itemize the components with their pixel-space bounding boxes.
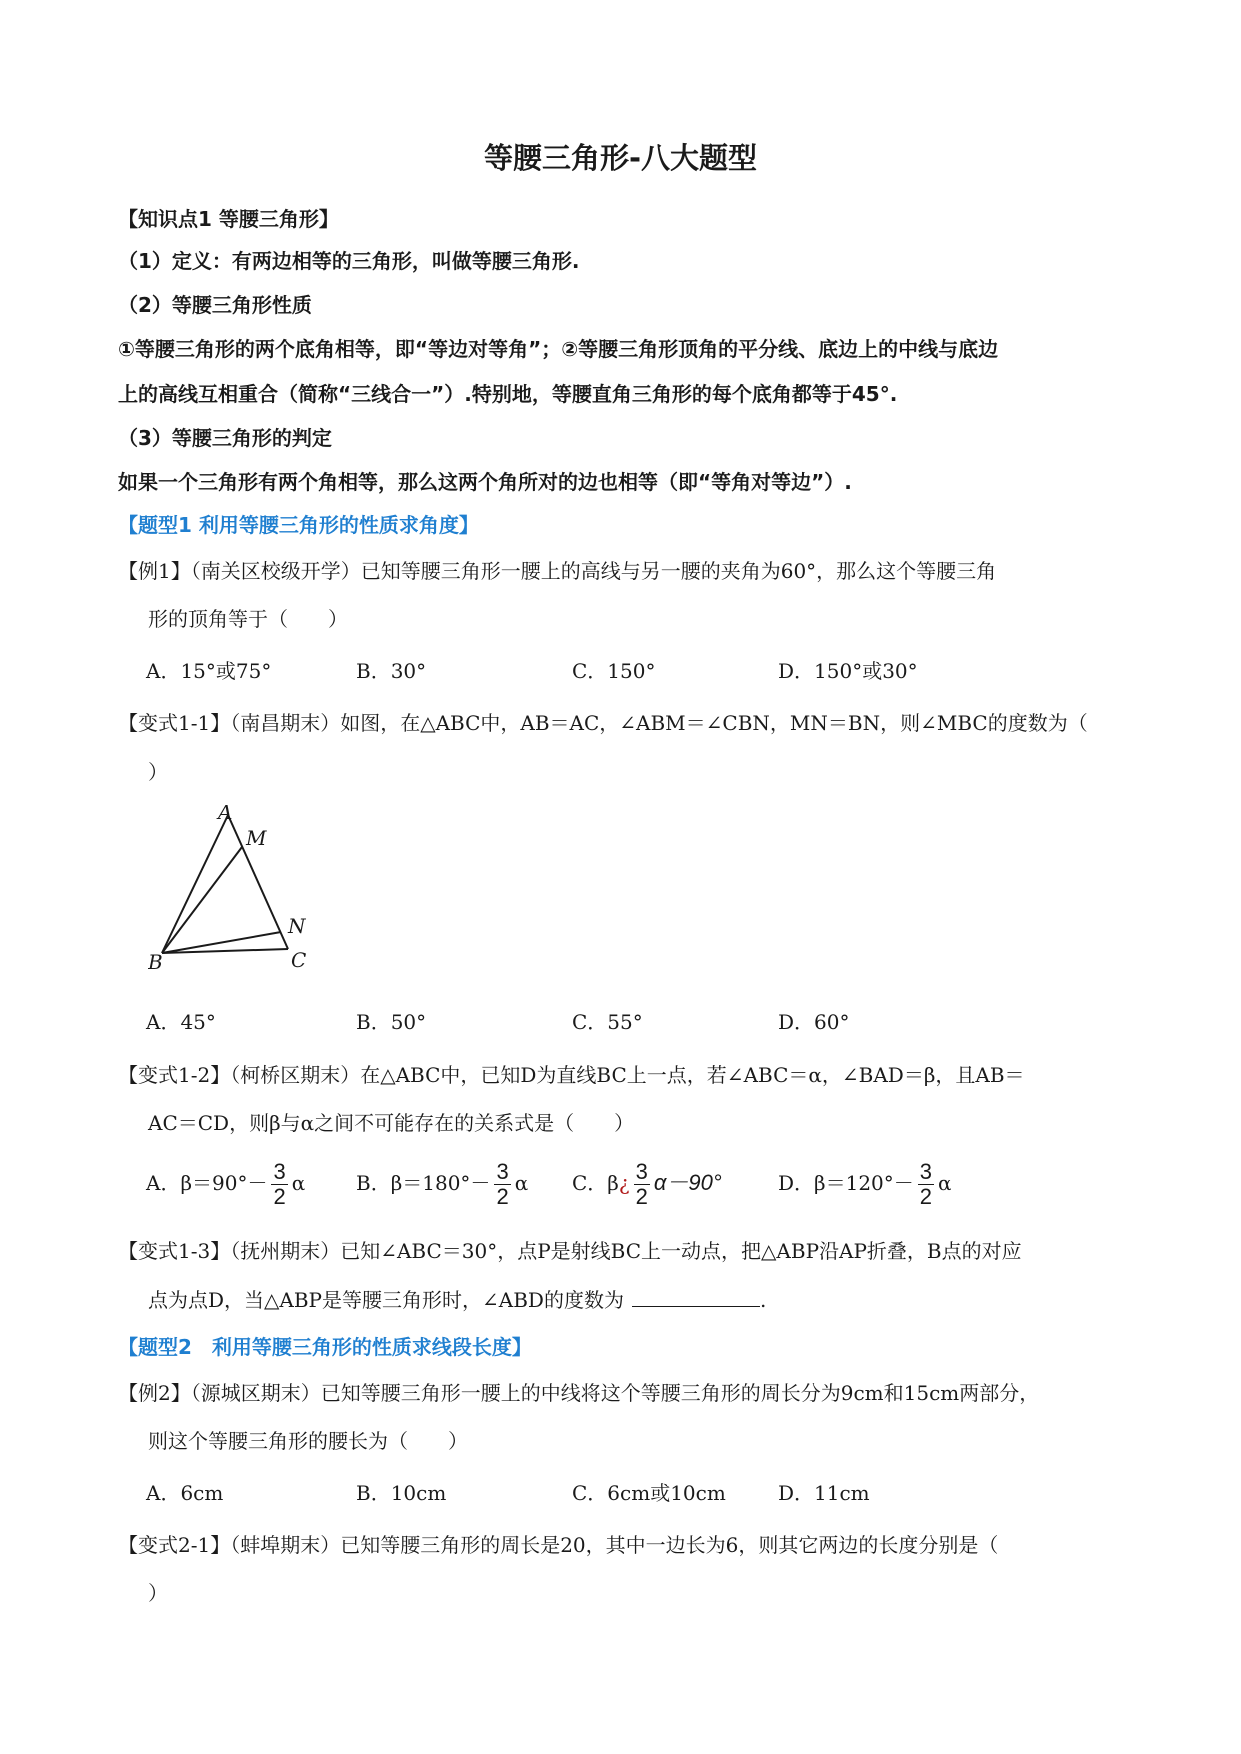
definition-text: （1）定义：有两边相等的三角形，叫做等腰三角形.: [118, 249, 580, 273]
variant12-option-d: D．β＝120°－ $\frac{3}{2}$ α: [778, 1159, 952, 1209]
variant13-line-2: 点为点D，当△ABP是等腰三角形时，∠ABD的度数为 .: [148, 1284, 766, 1315]
fraction: $\frac{3}{2}$: [496, 1159, 509, 1209]
example1-option-d: D．150°或30°: [778, 659, 918, 683]
property-title: （2）等腰三角形性质: [118, 293, 312, 317]
fraction: $\frac{3}{2}$: [919, 1159, 933, 1209]
example2-line-2: 则这个等腰三角形的腰长为（ ）: [148, 1429, 468, 1453]
judgement-text: 如果一个三角形有两个角相等，那么这两个角所对的边也相等（即“等角对等边”）.: [118, 470, 852, 494]
type1-heading: 【题型1 利用等腰三角形的性质求角度】: [118, 513, 479, 537]
example2-option-a: A．6cm: [146, 1481, 224, 1505]
variant12-option-c: C．β¿ $\frac{3}{2}$ α－90°: [572, 1159, 722, 1209]
example1-option-c: C．150°: [572, 659, 656, 683]
label-b: B: [148, 950, 163, 970]
variant12-line-1: 【变式1-2】（柯桥区期末）在△ABC中，已知D为直线BC上一点，若∠ABC＝α，∠BAD＝β，且AB＝: [118, 1063, 1025, 1087]
label-a: A: [218, 805, 233, 824]
side-ab: [162, 815, 228, 953]
example1-option-a: A．15°或75°: [146, 659, 272, 683]
variant11-option-d: D．60°: [778, 1010, 850, 1034]
example1-line-2: 形的顶角等于（ ）: [148, 607, 348, 631]
variant12-option-b: B．β＝180°－ $\frac{3}{2}$ α: [356, 1159, 529, 1209]
variant11-option-a: A．45°: [146, 1010, 216, 1034]
variant11-line-2: ）: [148, 760, 168, 784]
variant11-line-1: 【变式1-1】（南昌期末）如图，在△ABC中，AB＝AC，∠ABM＝∠CBN，MN＝BN，则∠MBC的度数为（: [118, 711, 1088, 735]
example2-line-1: 【例2】（源城区期末）已知等腰三角形一腰上的中线将这个等腰三角形的周长分为9cm和15cm两部分，: [118, 1381, 1040, 1405]
label-m: M: [246, 826, 267, 850]
variant12-option-a: A．β＝90°－ $\frac{3}{2}$ α: [146, 1159, 306, 1209]
variant11-option-c: C．55°: [572, 1010, 643, 1034]
example2-option-c: C．6cm或10cm: [572, 1481, 726, 1505]
segment-bm: [162, 847, 242, 953]
property-line-2: 上的高线互相重合（简称“三线合一”）.特别地，等腰直角三角形的每个底角都等于45°.: [118, 382, 898, 406]
variant12-line-2: AC＝CD，则β与α之间不可能存在的关系式是（ ）: [148, 1111, 635, 1135]
knowledge-heading: 【知识点1 等腰三角形】: [118, 207, 339, 231]
fraction: $\frac{3}{2}$: [635, 1159, 648, 1209]
triangle-figure: [148, 805, 328, 970]
property-line-1: ①等腰三角形的两个底角相等，即“等边对等角”；②等腰三角形顶角的平分线、底边上的中线与底边: [118, 337, 999, 361]
example2-option-b: B．10cm: [356, 1481, 447, 1505]
answer-blank: [632, 1284, 760, 1307]
fraction: $\frac{3}{2}$: [273, 1159, 286, 1209]
example2-option-d: D．11cm: [778, 1481, 870, 1505]
judgement-title: （3）等腰三角形的判定: [118, 426, 332, 450]
example1-option-b: B．30°: [356, 659, 427, 683]
variant21-line-1: 【变式2-1】（蚌埠期末）已知等腰三角形的周长是20，其中一边长为6，则其它两边的长度分别是（: [118, 1533, 999, 1557]
variant11-option-b: B．50°: [356, 1010, 427, 1034]
type2-heading: 【题型2 利用等腰三角形的性质求线段长度】: [118, 1335, 532, 1359]
label-c: C: [291, 948, 307, 970]
variant21-line-2: ）: [148, 1581, 168, 1605]
page-title: 等腰三角形-八大题型: [483, 141, 758, 175]
example1-line-1: 【例1】（南关区校级开学）已知等腰三角形一腰上的高线与另一腰的夹角为60°，那么这个等腰三角: [118, 559, 997, 583]
label-n: N: [288, 914, 306, 938]
variant13-line-1: 【变式1-3】（抚州期末）已知∠ABC＝30°，点P是射线BC上一动点，把△ABP沿AP折叠，B点的对应: [118, 1239, 1022, 1263]
